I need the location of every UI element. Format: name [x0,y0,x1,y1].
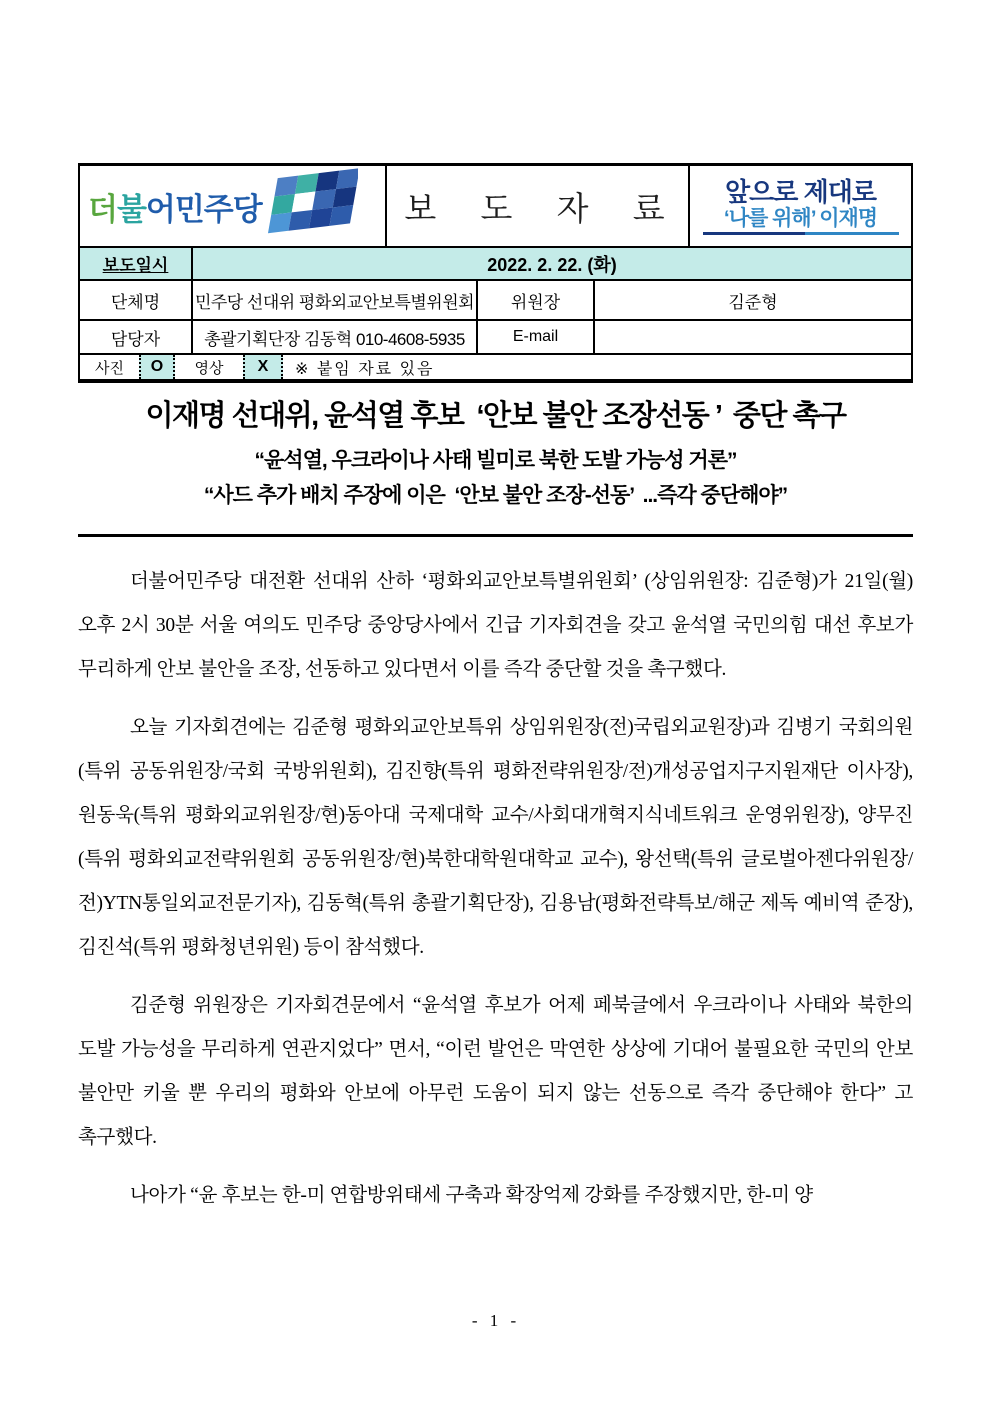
release-date-label-cell [80,248,191,279]
organization-row [80,279,911,319]
chair-label: 위원장 [476,281,593,319]
slogan-line-1: 앞으로 제대로 [725,176,876,207]
headline-divider [78,534,913,537]
release-date-label: 보도일시 [102,256,169,275]
release-date-row [80,246,911,279]
body-paragraph: 더불어민주당 대전환 선대위 산하 ‘평화외교안보특별위원회’ (상임위원장: 김준형)가 21일(월) 오후 2시 30분 서울 여의도 민주당 중앙당사에서 긴급 기자회견을 갖고 윤석열 국민의힘 대선 후보가 무리하게 안보 불안을 조장, 선동하고 있다면서 이를 즉각 중단할 것을 촉구했다. [78,571,913,680]
body-paragraph: 나아가 “윤 후보는 한-미 연합방위태세 구축과 확장억제 강화를 주장했지만, 한-미 양 [130,1185,813,1206]
party-flag-icon [266,166,358,242]
logo-chars-blue: 어민주당 [145,191,262,227]
slogan-line-2: ‘나를 위해’ 이재명 [723,206,878,230]
contact-value: 총괄기획단장 김동혁 010-4608-5935 [191,321,476,353]
org-value: 민주당 선대위 평화외교안보특별위원회 [191,281,476,319]
press-release-page [78,163,913,1218]
body-paragraph: 오늘 기자회견에는 김준형 평화외교안보특위 상임위원장(전)국립외교원장)과 김병기 국회의원(특위 공동위원장/국회 국방위원회), 김진향(특위 평화전략위원장/전)개성공업지구지원재단 이사장), 원동욱(특위 평화외교위원장/현)동아대 국제대학 교수/사회대개혁지식네트워크 운영위원장), 양무진(특위 평화외교전략위원회 공동위원장/현)북한대학원대학교 교수), 왕선택(특위 글로벌아젠다위원장/전)YTN통일외교전문기자), 김동혁(특위 총괄기획단장), 김용남(평화전략특보/해군 제독 예비역 준장), 김진석(특위 평화청년위원) 등이 참석했다. [78,717,913,958]
body-text [78,560,913,1218]
header-info-table [78,163,913,383]
email-label: E-mail [476,321,593,353]
headline-subtitle-1: “윤석열, 우크라이나 사태 빌미로 북한 도발 가능성 거론” [254,449,737,472]
headline-subtitles [78,443,913,513]
media-row [80,353,911,379]
headline-subtitle-2: “사드 추가 배치 주장에 이은 ‘안보 불안 조장-선동’ ...즉각 중단해야” [203,484,788,507]
logo-char-teal: 불 [116,191,146,227]
video-value: X [243,355,283,379]
attachment-note: ※ 붙임 자료 있음 [295,360,435,378]
chair-value: 김준형 [593,281,911,319]
party-logo [80,166,385,246]
page-number: - 1 - [471,1311,521,1330]
logo-char-green: 더 [88,191,117,227]
photo-value: O [139,355,175,379]
contact-label: 담당자 [110,329,161,349]
release-date-value: 2022. 2. 22. (화) [191,248,911,279]
doc-type-title: 보 도 자 료 [404,191,683,228]
party-logo-text [88,184,262,229]
slogan-underline [703,232,899,235]
masthead-row [80,166,911,246]
headline-title: 이재명 선대위, 윤석열 후보 ‘안보 불안 조장선동 ’ 중단 촉구 [145,400,846,432]
org-label: 단체명 [110,292,161,312]
campaign-slogan [688,166,911,246]
doc-type-cell [385,166,688,246]
body-paragraph: 김준형 위원장은 기자회견문에서 “윤석열 후보가 어제 페북글에서 우크라이나 사태와 북한의 도발 가능성을 무리하게 연관지었다” 면서, “이런 발언은 막연한 상상에 기대어 불필요한 국민의 안보 불안만 키울 뿐 우리의 평화와 안보에 아무런 도움이 되지 않는 선동으로 즉각 중단해야 한다” 고 촉구했다. [78,995,913,1148]
contact-row [80,319,911,353]
email-value [593,321,911,353]
photo-label: 사진 [95,359,124,377]
video-label: 영상 [194,359,224,377]
